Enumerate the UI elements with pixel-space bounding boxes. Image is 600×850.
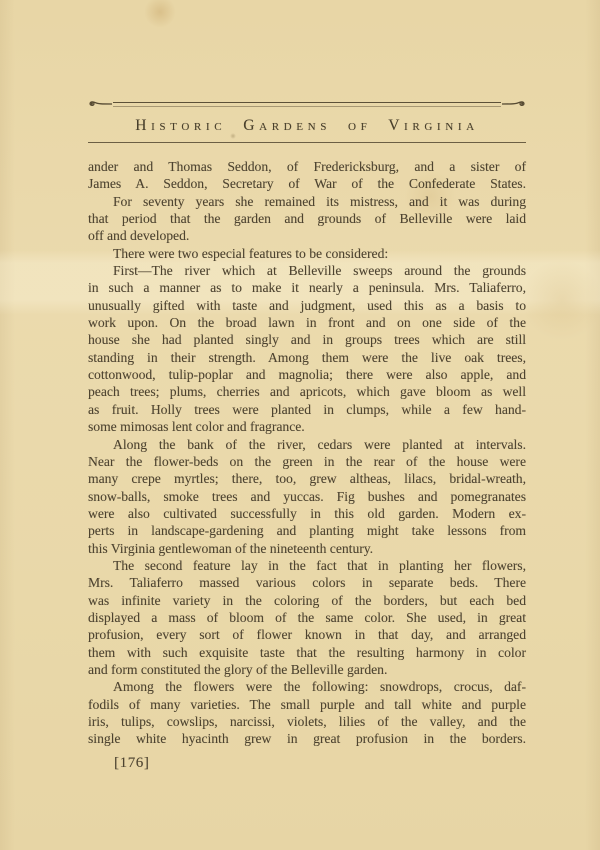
text-line: cottonwood, tulip-poplar and magnolia; there were also apple, and (88, 367, 526, 383)
title-underline-rule (88, 142, 526, 143)
scroll-ornament-right-icon (502, 98, 526, 110)
text-line: this Virginia gentlewoman of the nineteenth century. (88, 540, 374, 556)
text-line: some mimosas lent color and fragrance. (88, 419, 305, 435)
text-line: For seventy years she remained its mistress, and it was during (113, 193, 526, 209)
text-line: work upon. On the broad lawn in front and on one side of the (88, 315, 526, 331)
text-line: and form constituted the glory of the Belleville garden. (88, 661, 388, 677)
text-line: unusually gifted with taste and judgment, used this as a basis to (88, 297, 526, 313)
text-line: Along the bank of the river, cedars were planted at intervals. (113, 436, 526, 452)
text-line: James A. Seddon, Secretary of War of the Confederate States. (88, 176, 526, 192)
text-line: standing in their strength. Among them were the live oak trees, (88, 349, 526, 365)
text-line: was infinite variety in the coloring of the borders, but each bed (88, 592, 526, 608)
text-line: house she had planted singly and in groups trees which are still (88, 332, 526, 348)
text-line: Near the flower-beds on the green in the rear of the house were (88, 453, 526, 469)
body-text (88, 158, 526, 748)
page-number: [176] (114, 754, 150, 771)
scroll-ornament-left-icon (88, 98, 112, 110)
text-line: them with such exquisite taste that the resulting harmony in color (88, 644, 526, 660)
text-line: ander and Thomas Seddon, of Fredericksburg, and a sister of (88, 159, 526, 174)
text-line: off and developed. (88, 228, 190, 244)
text-line: were also cultivated successfully in this old garden. Modern ex- (88, 505, 526, 521)
text-line: peach trees; plums, cherries and apricots, which gave bloom as well (88, 384, 526, 400)
text-line: profusion, every sort of flower known in that day, and arranged (88, 627, 526, 643)
text-line: that period that the garden and grounds of Belleville were laid (88, 211, 526, 227)
text-line: snow-balls, smoke trees and yuccas. Fig bushes and pomegranates (88, 488, 526, 504)
text-line: Mrs. Taliaferro massed various colors in separate beds. There (88, 575, 526, 591)
text-line: single white hyacinth grew in great profusion in the borders. (88, 731, 526, 747)
text-line: There were two especial features to be considered: (113, 245, 389, 261)
text-line: The second feature lay in the fact that in planting her flowers, (113, 557, 526, 573)
header-rule (113, 102, 501, 107)
ornamental-rule (88, 98, 526, 110)
page-title: Historic Gardens of Virginia (135, 117, 479, 134)
text-line: many crepe myrtles; there, too, grew altheas, lilacs, bridal-wreath, (88, 471, 526, 487)
page-content (88, 98, 526, 772)
text-line: in such a manner as to make it nearly a peninsula. Mrs. Taliaferro, (88, 280, 526, 296)
text-line: Among the flowers were the following: snowdrops, crocus, daf- (113, 679, 526, 695)
text-line: displayed a mass of bloom of the same color. She used, in great (88, 609, 526, 625)
text-line: as fruit. Holly trees were planted in clumps, while a few hand- (88, 401, 526, 417)
text-line: perts in landscape-gardening and planting might take lessons from (88, 523, 526, 539)
text-line: fodils of many varieties. The small purple and tall white and purple (88, 696, 526, 712)
text-line: iris, tulips, cowslips, narcissi, violets, lilies of the valley, and the (88, 714, 526, 729)
page-header (88, 98, 526, 143)
text-line: First—The river which at Belleville sweeps around the grounds (113, 263, 526, 279)
